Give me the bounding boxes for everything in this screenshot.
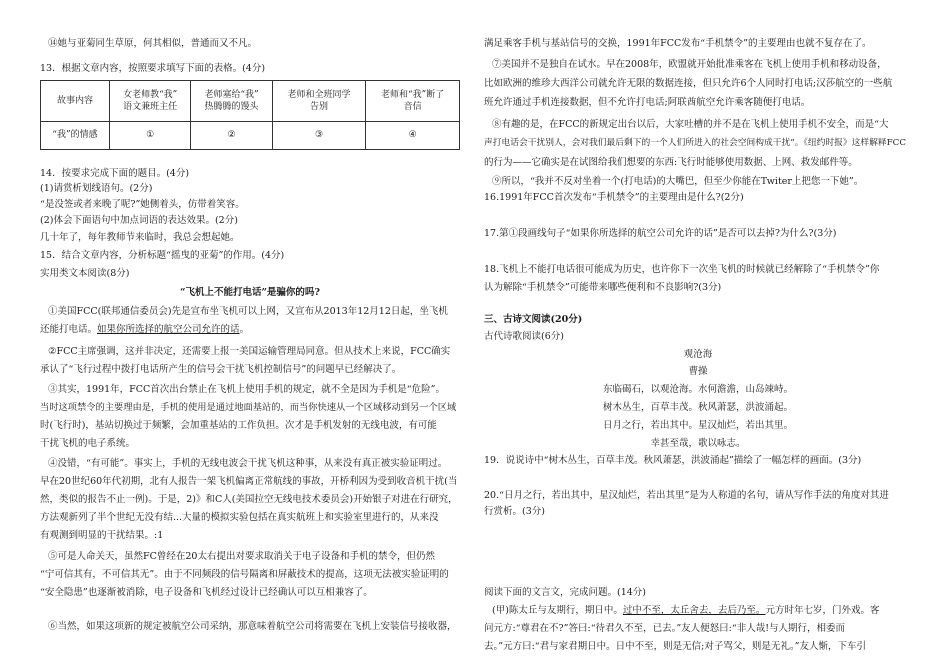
paragraph-8-line1: ⑧有趣的是，在FCC的新规定出台以后，大家吐槽的并不是在飞机上使用手机不安全，而是“大 — [492, 119, 889, 130]
paragraph-8-line3: 的行为——它确实是在试图给我们想要的东西:飞行时能够使用数据、上网、救发邮件等。 — [484, 157, 858, 168]
question-13: 13．根据文章内容，按照要求填写下面的表格。(4分) — [40, 63, 266, 74]
paragraph-4-line5: 有观测到明显的干扰结果。:1 — [40, 530, 164, 541]
article-title: “飞机上不能打电话”是骗你的吗? — [180, 287, 320, 298]
paragraph-8-line2: 声打电话会干扰别人，会对我们最后剩下的一个人们所进入的社会空间构成干扰”。《纽约时报》这样解释FCC — [484, 138, 907, 148]
poem-author: 曹操 — [688, 366, 708, 377]
underlined-sentence-jia: 过中不至，太丘舍去，去后乃至。 — [622, 605, 766, 616]
table-cell-2: ② — [191, 122, 272, 150]
table-header-col1: 女老师教“我” 语文兼班主任 — [110, 81, 191, 122]
paragraph-5-line2: “宁可信其有，不可信其无”。由于不同频段的信号隔离和屏蔽技术的提高，这项无法被实验证明的 — [40, 569, 449, 580]
section-practical-reading: 实用类文本阅读(8分) — [40, 268, 130, 279]
paragraph-1-line1: ①美国FCC(联邦通信委员会)先是宣布坐飞机可以上网，又宣布从2013年12月12日起，坐飞机 — [48, 306, 448, 317]
table-header-col4: 老师和“我”断了 音信 — [366, 81, 460, 122]
classical-reading-heading: 阅读下面的文言文，完成问题。(14分) — [484, 587, 647, 598]
passage-jia-line2: 问元方:“尊君在不?”答曰:“待君久不至，已去。”友人便怒曰:“非人哉!与人期行，相委而 — [484, 623, 846, 634]
paragraph-1-line2: 还能打电话。如果你所选择的航空公司允许的话。 — [40, 324, 250, 335]
paragraph-4-line1: ④没错，“有可能”。事实上，手机的无线电波会干扰飞机这种事，从来没有真正被实验证明过。 — [48, 458, 448, 469]
paragraph-3-line2: 当时这项禁令的主要理由是，手机的使用是通过地面基站的，而当你快速从一个区域移动到另一个区域 — [40, 402, 457, 413]
table-cell-4: ④ — [366, 122, 460, 150]
ancient-poetry-heading: 古代诗歌阅读(6分) — [484, 331, 564, 342]
underlined-sentence: 如果你所选择的航空公司允许的话 — [97, 324, 240, 335]
question-20-line2: 行赏析。(3分) — [484, 506, 545, 517]
paragraph-2-line2: 承认了“飞行过程中拨打电话所产生的信号会干扰飞机控制信号”的问题早已经解决了。 — [40, 364, 402, 375]
paragraph-3-line1: ③其实，1991年，FCC首次出台禁止在飞机上使用手机的规定，就不全是因为手机是“危险”。 — [48, 384, 446, 395]
poem-line-4: 幸甚至哉，歌以咏志。 — [650, 438, 746, 449]
table-cell-3: ③ — [272, 122, 365, 150]
question-15: 15．结合文章内容，分析标题“摇曳的亚菊”的作用。(4分) — [40, 250, 285, 261]
paragraph-7-line3: 班允许通过手机连接数据，但不允许打电话;阿联酋航空允许乘客随便打电话。 — [484, 97, 811, 108]
poem-line-2: 树木丛生，百草丰茂。秋风萧瑟，洪波涌起。 — [602, 402, 793, 413]
paragraph-5-line3: “安全隐患”也逐渐被消除，电子设备和飞机经过设计已经确认可以互相兼容了。 — [40, 587, 373, 598]
poem-title: 观沧海 — [683, 349, 713, 360]
table-cell-1: ① — [110, 122, 191, 150]
question-20-line1: 20.“日月之行，若出其中，星汉灿烂，若出其里”是为人称道的名句，请从写作手法的角度对其进 — [484, 490, 889, 501]
poem-line-3: 日月之行，若出其中。星汉灿烂，若出其里。 — [602, 420, 793, 431]
paragraph-5-line1: ⑤可是人命关天，虽然FC曾经在20太右提出对要求取消关于电子设备和手机的禁令，但仍然 — [48, 551, 435, 562]
question-14-1: (1)请赏析划线语句。(2分) — [40, 183, 153, 194]
paragraph-14: ⑭她与亚菊同生草原，何其相似，普通而又不凡。 — [48, 38, 258, 49]
question-13-table — [40, 80, 460, 150]
table-header-story: 故事内容 — [41, 81, 110, 122]
question-19: 19．说说诗中“树木丛生，百草丰茂。秋风萧瑟，洪波涌起”描绘了一幅怎样的画面。(3分) — [484, 455, 862, 466]
paragraph-2-line1: ②FCC主席强调，这并非决定，还需要上报一美国运输管理局同意。但从技术上来说，FCC确实 — [48, 346, 451, 357]
table-header-col2: 老师塞给“我” 热腾腾的馒头 — [191, 81, 272, 122]
paragraph-6-line2: 满足乘客手机与基站信号的交换，1991年FCC发布“手机禁令”的主要理由也就不复存在了。 — [484, 38, 872, 49]
question-17: 17.第①段画线句子“如果你所选择的航空公司允许的话”是否可以去掉?为什么?(3分) — [484, 228, 837, 239]
paragraph-4-line3: 然，类似的报告不止一例)。于是，2)》和C人(美国拉空无线电技术委员会)开始银子对进在行研究， — [40, 494, 458, 505]
paragraph-3-line4: 干扰飞机的电子系统。 — [40, 438, 136, 449]
passage-jia-line3: 去。”元方曰:“君与家君期日中。日中不至，则是无信;对子骂父，则是无礼。”友人惭，下车引 — [484, 641, 866, 652]
question-16: 16.1991年FCC首次发布“手机禁令”的主要理由是什么?(2分) — [484, 192, 744, 203]
poem-line-1: 东临碣石，以观沧海。水何澹澹，山岛竦峙。 — [602, 384, 793, 395]
paragraph-4-line2: 早在20世纪60年代初期，北有人报告一架飞机偏离正常航线的事故，开桥利因为受到收音机干扰(当 — [40, 476, 458, 487]
paragraph-7-line1: ⑦美国并不是独自在试水。早在2008年，欧盟就开始批准乘客在飞机上使用手机和移动设备， — [492, 59, 887, 70]
paragraph-6-line1: ⑥当然，如果这项新的规定被航空公司采纳，那意味着航空公司将需要在飞机上安装信号接收器， — [48, 621, 457, 632]
table-row-label-emotion: “我”的情感 — [41, 122, 110, 150]
table-header-col3: 老师和全班同学 告别 — [272, 81, 365, 122]
paragraph-4-line4: 方法观新列了半个世纪无没有结...大量的模拟实验包括在真实航班上和实验室里进行的，从来没 — [40, 512, 439, 523]
question-18-line2: 认为解除“手机禁令”可能带来哪些便利和不良影响?(3分) — [484, 282, 722, 293]
paragraph-7-line2: 比如欧洲的维珍大西洋公司就允许无限的数据连接，但只允许6个人同时打电话;汉莎航空的一些航 — [484, 78, 893, 89]
section-3-heading: 三、古诗文阅读(20分) — [484, 314, 583, 325]
question-14-1-text: “是没签或者来晚了呢?”她侧着头，仿带着笑容。 — [40, 199, 245, 210]
paragraph-9: ⑨所以，“我并不反对坐着一个(打电话)的大嘴巴，但至少你能在Twiter上把您一下她”。 — [492, 176, 864, 187]
passage-jia-line1: (甲)陈太丘与友期行，期日中。过中不至，太丘舍去，去后乃至。元方时年七岁，门外戏。客 — [492, 605, 880, 616]
question-14: 14．按要求完成下面的题目。(4分) — [40, 168, 190, 179]
question-14-2-text: 几十年了，每年教师节来临时，我总会想起她。 — [40, 232, 240, 243]
paragraph-3-line3: 时(飞行时)，基站切换过于频繁，会加重基站的工作负担。次才是手机发射的无线电波，有可能 — [40, 420, 437, 431]
question-14-2: (2)体会下面语句中加点词语的表达效果。(2分) — [40, 215, 238, 226]
question-18-line1: 18.飞机上不能打电话很可能成为历史，也许你下一次坐飞机的时候就已经解除了“手机禁令”你 — [484, 264, 880, 275]
